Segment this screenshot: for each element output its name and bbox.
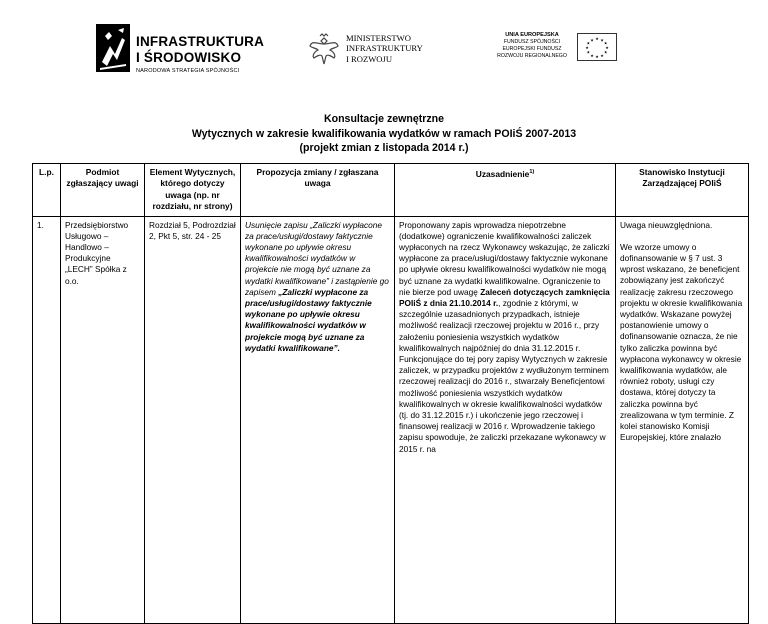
uzasadnienie-text-b: Zaleceń dotyczących zamknięcia POIiŚ z dnia 21.10.2014 r. — [399, 286, 610, 309]
eu-line4: ROZWOJU REGIONALNEGO — [497, 53, 567, 59]
eu-line1: UNIA EUROPEJSKA — [505, 32, 559, 38]
lp-value: 1. — [37, 219, 44, 230]
infra-logo-line3: NARODOWA STRATEGIA SPÓJNOŚCI — [136, 68, 240, 74]
eu-flag-icon — [577, 33, 617, 61]
svg-text:★: ★ — [600, 52, 604, 58]
table-header-row — [33, 164, 749, 217]
eu-line2: FUNDUSZ SPÓJNOŚCI — [503, 39, 561, 45]
footnote-marker: 1) — [529, 169, 535, 175]
eu-line3: EUROPEJSKI FUNDUSZ — [502, 46, 562, 52]
cell-element — [145, 216, 241, 623]
cell-propozycja — [241, 216, 395, 623]
cell-podmiot — [61, 216, 145, 623]
cell-uzasadnienie — [395, 216, 616, 623]
ministry-line3: I ROZWOJU — [346, 53, 393, 64]
ministry-line1: MINISTERSTWO — [346, 33, 411, 43]
svg-text:★: ★ — [585, 45, 589, 50]
header-uzasadnienie — [395, 164, 616, 217]
svg-text:★: ★ — [595, 36, 599, 41]
stanowisko-value — [620, 220, 744, 620]
ministry-line2: INFRASTRUKTURY — [346, 43, 423, 54]
element-value: Rozdział 5, Podrozdział 2, Pkt 5, str. 24 - 25 — [149, 219, 236, 241]
ministry-logo — [308, 32, 448, 72]
header-lp: L.p. — [33, 164, 61, 217]
header-uzasadnienie-text: Uzasadnienie — [475, 168, 530, 179]
table-row — [33, 216, 749, 623]
header-propozycja: Propozycja zmiany / zgłaszana uwaga — [241, 164, 395, 217]
uzasadnienie-text-a: Proponowany zapis wprowadza niepotrzebne (dodatkowe) ograniczenie kwalifikowalności zaliczek wypłaconych na rzecz Wykonawcy wskazując, że zaliczki wypłacone za prace/usługi/dostawy faktycznie wykonane po upływie okresu kwalifikowalności wydatków nie mogą być uznane za wydatki kwalifikowalne. Ograniczenie to nie bierze pod uwagę — [399, 219, 610, 297]
spacer — [620, 231, 744, 242]
infrastruktura-logo — [96, 24, 265, 84]
svg-text:★: ★ — [590, 37, 594, 43]
propozycja-value — [245, 220, 390, 620]
propozycja-text-a: Usunięcie zapisu „Zaliczki wypłacone za prace/usługi/dostawy faktycznie wykonane po upływie okresu kwalifikowalności wydatków w projekcie nie mogą być uznane za wydatki kwalifikowane” i zastąpienie go zapisem — [245, 219, 389, 297]
cell-lp — [33, 216, 61, 623]
page-header — [0, 0, 768, 100]
cell-stanowisko — [616, 216, 749, 623]
header-stanowisko: Stanowisko Instytucji Zarządzającej POIiŚ — [616, 164, 749, 217]
uzasadnienie-text-c: , zgodnie z którymi, w szczególnie uzasadnionych przypadkach, istnieje możliwość realizacji rzeczowej projektu w 2016 r., przy założeniu poniesienia wszystkich wydatków kwalifikowalnych najpóźniej do dnia 31.12.2015 r. Funkcjonujące do tej pory zapisy Wytycznych w zakresie zaliczek, w przypadku projektów z wydłużonym terminem rzeczowej realizacji do 2016 r., stwarzały Beneficjentowi możliwość poniesienia wszystkich wydatków kwalifikowalnych w okresie kwalifikowalności wydatków (tj. do 31.12.2015 r.) i ukończenie jego rzeczowej i finansowej realizacji w 2016 r. Wprowadzenie takiego zapisu spowoduje, że zaliczki przekazane wykonawcy w 2015 r. na — [399, 298, 609, 454]
svg-text:★: ★ — [586, 49, 591, 55]
header-podmiot: Podmiot zgłaszający uwagi — [61, 164, 145, 217]
document-title — [0, 112, 768, 156]
stanowisko-text-a: Uwaga nieuwzględniona. — [620, 219, 713, 230]
svg-text:★: ★ — [590, 52, 594, 58]
eu-logo-text — [488, 32, 576, 60]
title-line2: Wytycznych w zakresie kwalifikowania wydatków w ramach POIiŚ 2007-2013 — [191, 127, 577, 140]
svg-text:★: ★ — [586, 40, 591, 46]
title-line1: Konsultacje zewnętrzne — [323, 113, 445, 125]
propozycja-text-b: „Zaliczki wypłacone za prace/usługi/dostawy faktycznie wykonane po upływie okresu kwalifikowalności wydatków w projekcie mogą być uznane za wydatki kwalifikowane”. — [245, 286, 372, 353]
svg-text:★: ★ — [603, 49, 608, 55]
infra-logo-line1: INFRASTRUKTURA — [136, 34, 265, 49]
uzasadnienie-value — [399, 220, 611, 620]
header-element: Element Wytycznych, którego dotyczy uwaga (np. nr rozdziału, nr strony) — [145, 164, 241, 217]
infra-logo-line2: I ŚRODOWISKO — [136, 50, 242, 65]
svg-text:★: ★ — [605, 45, 609, 50]
svg-text:★: ★ — [603, 40, 608, 46]
podmiot-value: Przedsiębiorstwo Usługowo – Handlowo – Produkcyjne „LECH” Spółka z o.o. — [65, 219, 129, 286]
svg-text:★: ★ — [600, 37, 604, 43]
ministry-logo-text — [346, 33, 423, 64]
title-line3: (projekt zmian z listopada 2014 r.) — [299, 142, 469, 154]
svg-text:★: ★ — [595, 54, 599, 59]
consultation-table — [32, 163, 749, 624]
polish-eagle-icon — [308, 32, 340, 68]
infrastruktura-emblem-icon — [96, 24, 130, 72]
stanowisko-text-b: We wzorze umowy o dofinansowanie w § 7 ust. 3 wprost wskazano, że beneficjent zobowiązany jest zakończyć realizację zakresu rzeczowego projektu w okresie kwalifikowania wydatków. Wskazane powyżej postanowienie umowy o dofinansowanie oznacza, że nie tylko zaliczka powinna być wypłacona wykonawcy w okresie kwalifikowania wydatków, ale również roboty, usługi czy dostawa, której dotyczy ta zaliczka powinna być zrealizowana w tym terminie. Z kolei stanowisko Komisji Europejskiej, które znalazło — [620, 241, 743, 443]
eu-logo — [488, 32, 628, 72]
